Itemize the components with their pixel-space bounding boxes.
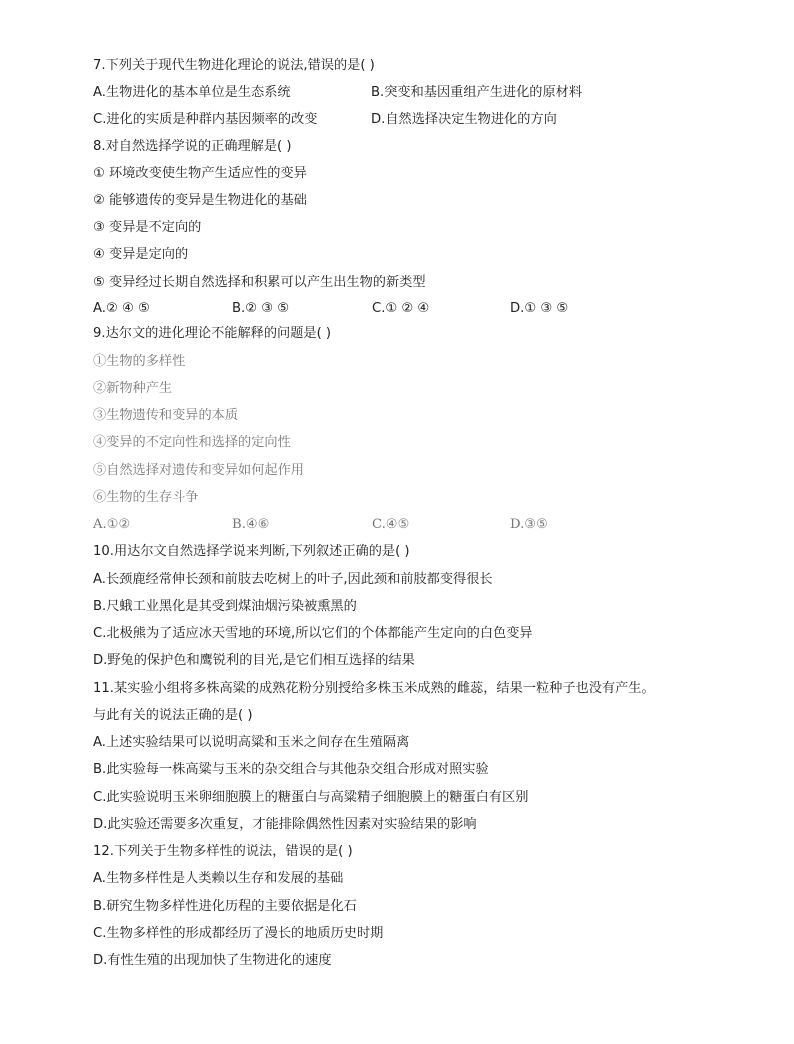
q8-item-1: ① 环境改变使生物产生适应性的变异: [93, 166, 307, 181]
q8-item-5: ⑤ 变异经过长期自然选择和积累可以产生出生物的新类型: [93, 275, 426, 290]
q9-item-6: ⑥生物的生存斗争: [93, 490, 199, 505]
q12-option-b: B.研究生物多样性进化历程的主要依据是化石: [93, 899, 357, 914]
q12-option-c: C.生物多样性的形成都经历了漫长的地质历史时期: [93, 926, 384, 941]
q11-stem-line-2: 与此有关的说法正确的是( ): [93, 708, 253, 723]
q7-option-b: B.突变和基因重组产生进化的原材料: [371, 85, 583, 100]
q7-stem: 7.下列关于现代生物进化理论的说法,错误的是( ): [93, 58, 375, 73]
q10-stem: 10.用达尔文自然选择学说来判断,下列叙述正确的是( ): [93, 544, 410, 559]
q8-item-4: ④ 变异是定向的: [93, 247, 189, 262]
q8-option-c: C.① ② ④: [372, 301, 430, 316]
q10-option-c: C.北极熊为了适应冰天雪地的环境,所以它们的个体都能产生定向的白色变异: [93, 626, 533, 641]
q11-option-b: B.此实验每一株高粱与玉米的杂交组合与其他杂交组合形成对照实验: [93, 762, 489, 777]
q9-item-3: ③生物遗传和变异的本质: [93, 408, 239, 423]
q8-item-2: ② 能够遗传的变异是生物进化的基础: [93, 193, 307, 208]
q9-item-5: ⑤自然选择对遗传和变异如何起作用: [93, 463, 304, 478]
q11-stem-line-1: 11.某实验小组将多株高粱的成熟花粉分别授给多株玉米成熟的雌蕊，结果一粒种子也没有产生。: [93, 681, 655, 696]
q10-option-d: D.野兔的保护色和鹰锐利的目光,是它们相互选择的结果: [93, 653, 415, 668]
q12-option-d: D.有性生殖的出现加快了生物进化的速度: [93, 953, 332, 968]
q12-stem: 12.下列关于生物多样性的说法，错误的是( ): [93, 844, 353, 859]
q10-option-a: A.长颈鹿经常伸长颈和前肢去吃树上的叶子,因此颈和前肢都变得很长: [93, 572, 493, 587]
q7-option-a: A.生物进化的基本单位是生态系统: [93, 85, 291, 100]
q8-option-b: B.② ③ ⑤: [232, 301, 290, 316]
q11-option-c: C.此实验说明玉米卵细胞膜上的糖蛋白与高粱精子细胞膜上的糖蛋白有区别: [93, 790, 529, 805]
q8-option-a: A.② ④ ⑤: [93, 301, 150, 316]
q9-option-a: A.①②: [93, 517, 131, 532]
q7-option-row-2: [93, 111, 557, 129]
q10-option-b: B.尺蛾工业黑化是其受到煤油烟污染被熏黑的: [93, 599, 357, 614]
q9-option-c: C.④⑤: [372, 517, 410, 532]
q7-option-row-1: [93, 84, 583, 102]
q8-stem: 8.对自然选择学说的正确理解是( ): [93, 139, 292, 154]
q8-item-3: ③ 变异是不定向的: [93, 220, 202, 235]
q8-option-d: D.① ③ ⑤: [510, 301, 569, 316]
q11-option-d: D.此实验还需要多次重复，才能排除偶然性因素对实验结果的影响: [93, 817, 477, 832]
q9-item-4: ④变异的不定向性和选择的定向性: [93, 435, 291, 450]
q9-option-d: D.③⑤: [510, 517, 548, 532]
q7-option-c: C.进化的实质是种群内基因频率的改变: [93, 112, 318, 127]
q9-stem: 9.达尔文的进化理论不能解释的问题是( ): [93, 326, 332, 341]
q9-item-2: ②新物种产生: [93, 381, 173, 396]
q9-item-1: ①生物的多样性: [93, 354, 186, 369]
q7-option-d: D.自然选择决定生物进化的方向: [371, 112, 557, 127]
q9-option-b: B.④⑥: [232, 517, 270, 532]
q12-option-a: A.生物多样性是人类赖以生存和发展的基础: [93, 871, 344, 886]
q11-option-a: A.上述实验结果可以说明高粱和玉米之间存在生殖隔离: [93, 735, 410, 750]
